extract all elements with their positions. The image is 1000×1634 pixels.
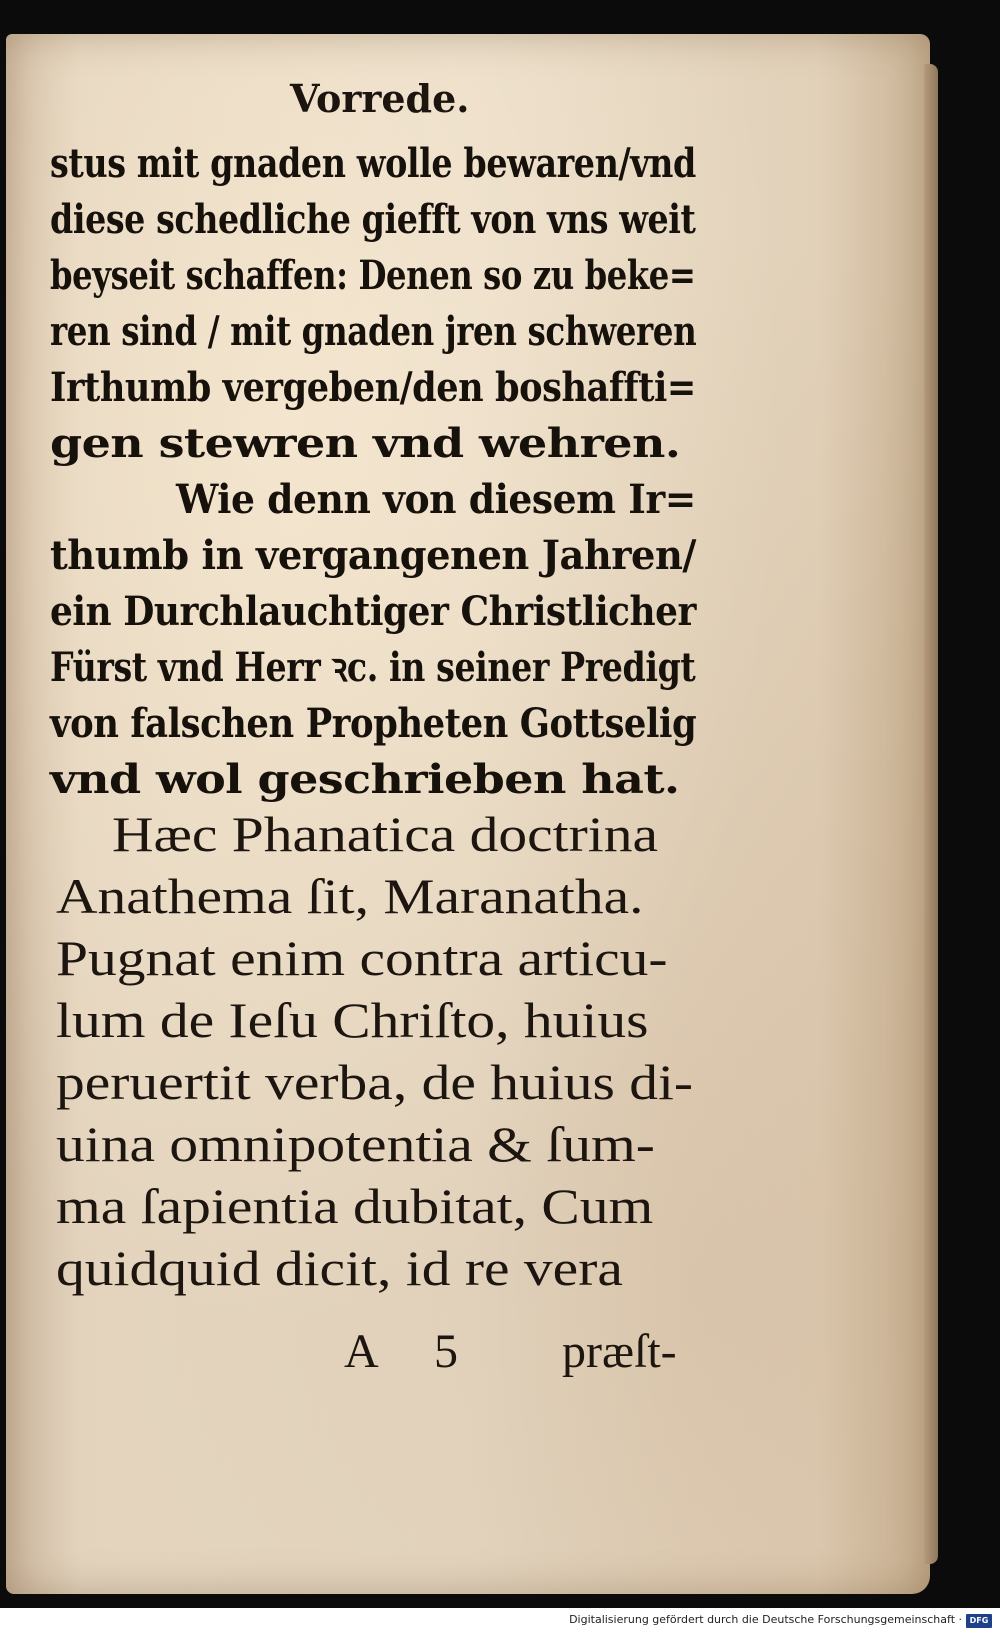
german-line: thumb in vergangenen Jahren/ bbox=[50, 532, 696, 579]
footer-bar bbox=[0, 1608, 1000, 1634]
catchword: præſt- bbox=[562, 1325, 677, 1378]
german-line: stus mit gnaden wolle bewaren/vnd bbox=[50, 140, 696, 187]
german-line: Wie denn von diesem Ir= bbox=[176, 476, 696, 523]
latin-line: Anathema ſit, Maranatha. bbox=[56, 868, 644, 924]
latin-line: Hæc Phanatica doctrina bbox=[112, 806, 659, 862]
german-line: ein Durchlauchtiger Christlicher bbox=[50, 588, 697, 635]
german-line: ren sind / mit gnaden jren schweren bbox=[50, 308, 697, 355]
german-line: diese schedliche giefft von vns weit bbox=[50, 196, 696, 243]
german-line: Irthumb vergeben/den boshaffti= bbox=[50, 364, 696, 411]
latin-line: peruertit verba, de huius di- bbox=[56, 1054, 694, 1110]
footer-credit: Digitalisierung gefördert durch die Deutsche Forschungsgemeinschaft · bbox=[569, 1613, 962, 1626]
dfg-logo: DFG bbox=[966, 1614, 992, 1628]
book-page bbox=[6, 34, 930, 1594]
latin-line: uina omnipotentia & ſum- bbox=[56, 1116, 655, 1172]
latin-line: Pugnat enim contra articu- bbox=[56, 930, 668, 986]
page-edge bbox=[924, 64, 938, 1564]
signature-mark: A bbox=[344, 1325, 379, 1378]
german-line: vnd wol geschrieben hat. bbox=[50, 756, 680, 803]
latin-line: ma ſapientia dubitat, Cum bbox=[56, 1178, 654, 1234]
signature-number: 5 bbox=[434, 1325, 458, 1378]
running-head: Vorrede. bbox=[290, 76, 470, 121]
german-line: gen stewren vnd wehren. bbox=[50, 420, 681, 467]
german-line: Fürst vnd Herr ꝛc. in seiner Predigt bbox=[50, 644, 696, 691]
german-line: beyseit schaffen: Denen so zu beke= bbox=[50, 252, 696, 299]
latin-line: lum de Ieſu Chriſto, huius bbox=[56, 992, 649, 1048]
german-line: von falschen Propheten Gottselig bbox=[50, 700, 697, 747]
latin-line: quidquid dicit, id re vera bbox=[56, 1240, 623, 1296]
